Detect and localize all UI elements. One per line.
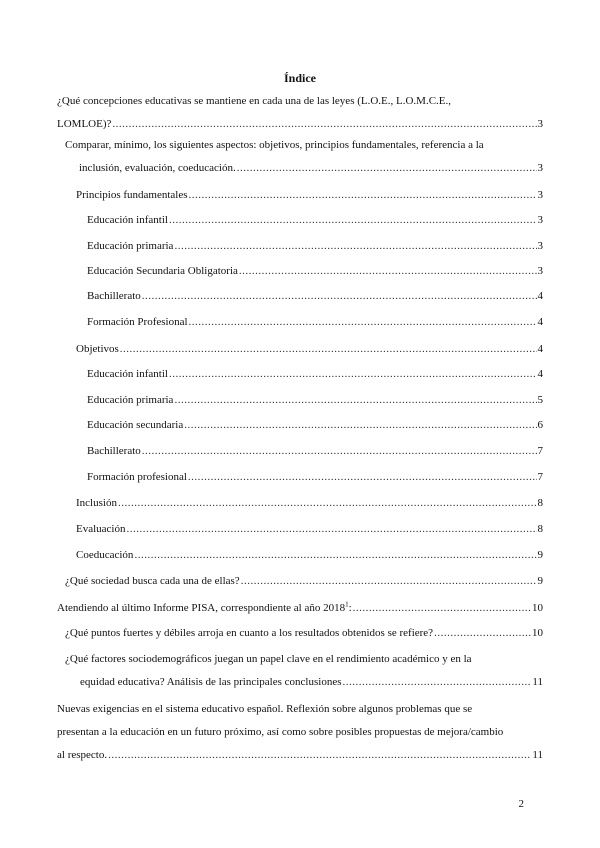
dot-leader (174, 235, 536, 258)
footnote-marker[interactable]: 1 (345, 600, 349, 609)
dot-leader (142, 285, 537, 308)
toc-entry-text: ¿Qué sociedad busca cada una de ellas? (65, 575, 240, 587)
dot-leader (169, 363, 537, 386)
toc-entry-infantil[interactable] (87, 209, 543, 232)
toc-entry-text (57, 597, 352, 620)
toc-page-number: 6 (537, 419, 543, 431)
toc-entry-text: Evaluación (76, 523, 126, 535)
toc-entry-evaluacion[interactable] (76, 518, 543, 541)
toc-entry-obj-primaria[interactable] (87, 389, 543, 412)
toc-page-number: 10 (532, 627, 543, 639)
dot-leader (184, 414, 536, 437)
toc-entry-text: Coeducación (76, 549, 134, 561)
toc-entry-line: ¿Qué concepciones educativas se mantiene en cada una de las leyes (L.O.E., L.O.M.C.E., (57, 95, 452, 107)
toc-entry-text: al respecto. (57, 749, 108, 761)
dot-leader (434, 622, 531, 645)
toc-entry-text: Principios fundamentales (76, 189, 188, 201)
toc-entry-obj-secundaria[interactable] (87, 414, 543, 437)
dot-leader (112, 113, 536, 136)
toc-page-number: 11 (532, 749, 543, 761)
toc-entry-text-main: Atendiendo al último Informe PISA, correspondiente al año 2018 (57, 602, 346, 614)
toc-page-number: 3 (537, 214, 543, 226)
page-number: 2 (518, 798, 524, 810)
toc-entry-comparar[interactable] (65, 134, 543, 180)
dot-leader (241, 570, 537, 593)
toc-entry-obj-fp[interactable] (87, 466, 543, 489)
dot-leader (120, 338, 537, 361)
dot-leader (142, 440, 537, 463)
dot-leader (188, 466, 537, 489)
toc-entry-text: Educación infantil (87, 214, 168, 226)
dot-leader (118, 492, 537, 515)
toc-entry-text: Bachillerato (87, 445, 141, 457)
dot-leader (169, 209, 537, 232)
toc-entry-text: Formación profesional (87, 471, 187, 483)
toc-entry-objetivos[interactable] (76, 338, 543, 361)
toc-entry-obj-bachillerato[interactable] (87, 440, 543, 463)
toc-entry-factores[interactable] (65, 648, 543, 694)
toc-entry-primaria[interactable] (87, 235, 543, 258)
toc-entry-line: ¿Qué factores sociodemográficos juegan un papel clave en el rendimiento académico y en la (65, 653, 472, 665)
toc-entry-bachillerato[interactable] (87, 285, 543, 308)
dot-leader (353, 597, 531, 620)
toc-page-number: 3 (537, 118, 543, 130)
toc-entry-inclusion[interactable] (76, 492, 543, 515)
toc-entry-text: ¿Qué puntos fuertes y débiles arroja en cuanto a los resultados obtenidos se refiere? (65, 627, 434, 639)
dot-leader (239, 260, 537, 283)
toc-page-number: 8 (537, 523, 543, 535)
toc-page-number: 11 (532, 676, 543, 688)
toc-page-number: 9 (537, 549, 543, 561)
toc-entry-text: Inclusión (76, 497, 117, 509)
toc-page-number: 8 (537, 497, 543, 509)
toc-page-number: 7 (537, 445, 543, 457)
toc-entry-principios[interactable] (76, 184, 543, 207)
toc-entry-pisa[interactable] (57, 597, 543, 620)
dot-leader (174, 389, 536, 412)
toc-entry-sociedad[interactable] (65, 570, 543, 593)
toc-page-number: 4 (537, 343, 543, 355)
dot-leader (237, 157, 537, 180)
toc-page-number: 10 (532, 602, 543, 614)
toc-page-number: 4 (537, 316, 543, 328)
toc-page-number: 9 (537, 575, 543, 587)
toc-entry-text: inclusión, evaluación, coeducación. (79, 162, 236, 174)
toc-entry-text: Bachillerato (87, 290, 141, 302)
toc-page-number: 3 (537, 189, 543, 201)
dot-leader (342, 671, 531, 694)
toc-page-number: 4 (537, 368, 543, 380)
toc-page-number: 5 (537, 394, 543, 406)
toc-entry-coeducacion[interactable] (76, 544, 543, 567)
toc-entry-text: Educación infantil (87, 368, 168, 380)
toc-entry-obj-infantil[interactable] (87, 363, 543, 386)
toc-entry-fp[interactable] (87, 311, 543, 334)
toc-entry-text: equidad educativa? Análisis de las principales conclusiones (80, 676, 342, 688)
toc-page-number: 7 (537, 471, 543, 483)
toc-entry-text: Educación primaria (87, 394, 174, 406)
dot-leader (189, 311, 537, 334)
toc-entry-text: Educación secundaria (87, 419, 184, 431)
toc-entry-line: Nuevas exigencias en el sistema educativo español. Reflexión sobre algunos problemas que se (57, 703, 473, 715)
dot-leader (134, 544, 536, 567)
toc-entry-text: Formación Profesional (87, 316, 188, 328)
toc-entry-text: LOMLOE)? (57, 118, 112, 130)
toc-entry-line: presentan a la educación en un futuro próximo, así como sobre posibles propuestas de mejora/cambio (57, 726, 504, 738)
toc-title: Índice (283, 71, 316, 85)
dot-leader (189, 184, 537, 207)
toc-page-number: 3 (537, 265, 543, 277)
toc-entry-eso[interactable] (87, 260, 543, 283)
toc-entry-text: Educación Secundaria Obligatoria (87, 265, 238, 277)
toc-page-number: 3 (537, 162, 543, 174)
toc-page-number: 3 (537, 240, 543, 252)
toc-entry-concepciones[interactable] (57, 90, 543, 136)
toc-entry-exigencias[interactable] (57, 698, 543, 767)
dot-leader (108, 744, 531, 767)
toc-entry-puntos[interactable] (65, 622, 543, 645)
toc-page-number: 4 (537, 290, 543, 302)
toc-entry-text: Educación primaria (87, 240, 174, 252)
dot-leader (126, 518, 536, 541)
toc-entry-text-end: : (348, 602, 352, 614)
toc-entry-line: Comparar, mínimo, los siguientes aspectos: objetivos, principios fundamentales, referencia a la (65, 139, 484, 151)
toc-entry-text: Objetivos (76, 343, 119, 355)
